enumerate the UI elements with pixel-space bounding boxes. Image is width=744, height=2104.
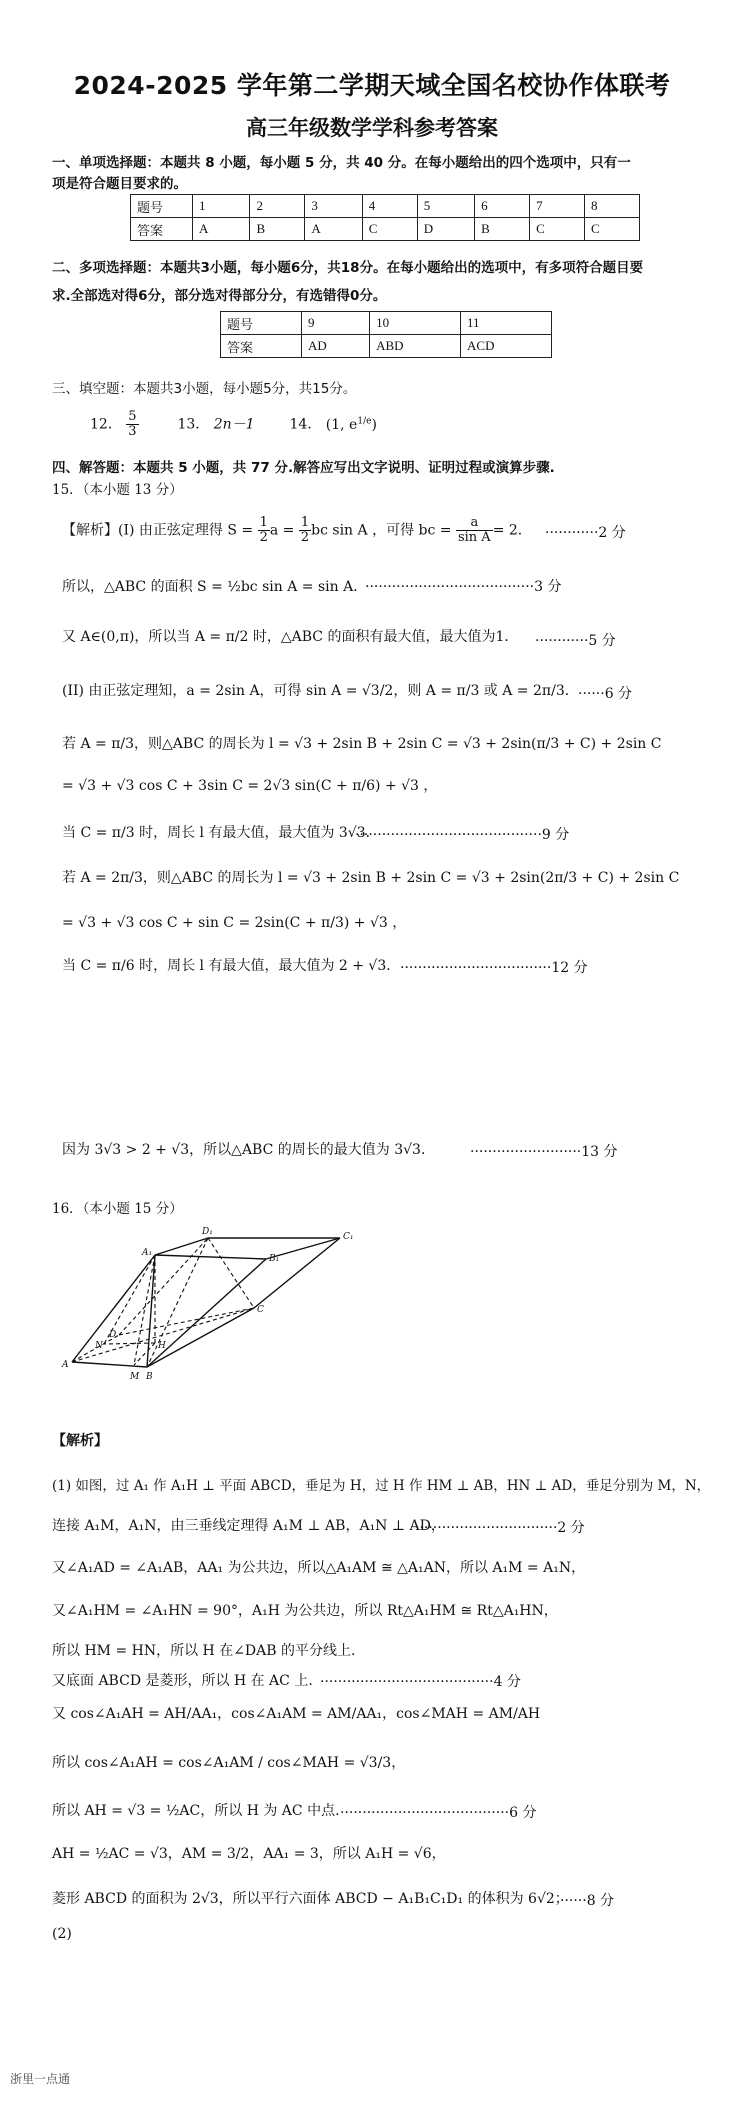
table-cell: 题号 [221, 312, 302, 335]
table-row [221, 335, 552, 358]
q16-line-1: (1) 如图，过 A₁ 作 A₁H ⊥ 平面 ABCD，垂足为 H，过 H 作 HM ⊥ AB，HN ⊥ AD，垂足分别为 M，N， [52, 1478, 711, 1494]
page-title: 2024-2025 学年第二学期天域全国名校协作体联考 [73, 71, 671, 100]
section1-heading: 一、单项选择题：本题共 8 小题，每小题 5 分，共 40 分。在每小题给出的四个选项中，只有一 [52, 155, 631, 171]
section4-heading: 四、解答题：本题共 5 小题，共 77 分.解答应写出文字说明、证明过程或演算步骤. [52, 460, 555, 476]
fill-blank-answers [90, 410, 377, 439]
label-C: C [257, 1305, 264, 1315]
q16-line-9: 所以 AH = √3 = ½AC，所以 H 为 AC 中点. [52, 1803, 340, 1819]
parallelepiped-figure [62, 1225, 352, 1395]
q16-line-7: 又 cos∠A₁AH = AH/AA₁，cos∠A₁AM = AM/AA₁，cos∠MAH = AM/AH [52, 1706, 541, 1722]
q16-line-2: 连接 A₁M，A₁N，由三垂线定理得 A₁M ⊥ AB，A₁N ⊥ AD， [52, 1518, 445, 1534]
label-B: B [146, 1372, 153, 1382]
section2-heading: 二、多项选择题：本题共3小题，每小题6分，共18分。在每小题给出的选项中，有多项符合题目要 [52, 260, 644, 276]
section2-heading-cont: 求.全部选对得6分，部分选对得部分分，有选错得0分。 [52, 288, 387, 304]
score-mark: ······6 分 [578, 686, 633, 702]
q16-line-8: 所以 cos∠A₁AH = cos∠A₁AM / cos∠MAH = √3/3， [52, 1755, 406, 1771]
label-D1: D₁ [202, 1227, 213, 1237]
q15-line-1: 【解析】(I) 由正弦定理得 S = $\frac{1}{2}$ a = $\frac{1}{2}$ bc sin A ，可得 bc = $\frac{a}{\text{sin A}}$ = 2． [62, 515, 532, 545]
label-C1: C₁ [343, 1232, 354, 1242]
q15-line-3: 又 A∈(0,π)，所以当 A = π/2 时，△ABC 的面积有最大值，最大值为1． [62, 629, 519, 645]
score-mark: ································2 分 [415, 1520, 585, 1536]
page-subtitle: 高三年级数学学科参考答案 [246, 116, 498, 140]
label-A: A [62, 1360, 69, 1370]
q16-line-10: AH = ½AC = √3，AM = 3/2，AA₁ = 3，所以 A₁H = √6， [52, 1846, 446, 1862]
q12-label: 12． [90, 416, 122, 433]
q15-line-9: = √3 + √3 cos C + sin C = 2sin(C + π/3) + √3 ， [62, 915, 407, 931]
table-cell: B [250, 218, 305, 241]
q15-line-8: 若 A = 2π/3，则△ABC 的周长为 l = √3 + 2sin B + 2sin C = √3 + 2sin(2π/3 + C) + 2sin C [62, 870, 680, 886]
table-cell: 答案 [131, 218, 193, 241]
edge-AB [72, 1362, 147, 1367]
table-cell: 题号 [131, 195, 193, 218]
edge-CC1 [254, 1238, 340, 1308]
table-cell: ACD [461, 335, 552, 358]
edge-AC [72, 1308, 254, 1362]
edge-A1M [134, 1255, 155, 1365]
table-cell: C [530, 218, 585, 241]
single-choice-answer-table [130, 194, 640, 241]
q16-line-4: 又∠A₁HM = ∠A₁HN = 90°，A₁H 为公共边，所以 Rt△A₁HM ≅ Rt△A₁HN， [52, 1603, 558, 1619]
score-mark: ············2 分 [545, 525, 626, 541]
q15-line-7: 当 C = π/3 时，周长 l 有最大值，最大值为 3√3． [62, 825, 380, 841]
edge-D1B [147, 1238, 208, 1367]
q13-answer: 2n－1 [213, 416, 255, 433]
q15-line-4: (II) 由正弦定理知，a = 2sin A，可得 sin A = √3/2，则 A = π/3 或 A = 2π/3． [62, 683, 579, 699]
table-cell: ABD [370, 335, 461, 358]
q15-title: 15．（本小题 13 分） [52, 482, 183, 498]
table-row [221, 312, 552, 335]
q15-line-5: 若 A = π/3，则△ABC 的周长为 l = √3 + 2sin B + 2sin C = √3 + 2sin(π/3 + C) + 2sin C [62, 736, 662, 752]
table-cell: C [362, 218, 417, 241]
edge-A1B1 [155, 1255, 266, 1259]
table-cell: 8 [585, 195, 640, 218]
q15-line-10: 当 C = π/6 时，周长 l 有最大值，最大值为 2 + √3． [62, 958, 401, 974]
score-mark: ······································3 分 [365, 579, 562, 595]
label-D: D [109, 1330, 117, 1340]
table-cell: 10 [370, 312, 461, 335]
watermark: 浙里一点通 [10, 2072, 71, 2086]
q16-title: 16．（本小题 15 分） [52, 1201, 183, 1217]
label-H: H [158, 1341, 166, 1351]
q16-line-3: 又∠A₁AD = ∠A₁AB，AA₁ 为公共边，所以△A₁AM ≅ △A₁AN，所以 A₁M = A₁N， [52, 1560, 586, 1576]
score-mark: ·························13 分 [470, 1144, 618, 1160]
score-mark: ··········································9 分 [355, 827, 570, 843]
score-mark: ······8 分 [560, 1893, 615, 1909]
q16-line-5: 所以 HM = HN，所以 H 在∠DAB 的平分线上. [52, 1643, 356, 1659]
label-M: M [130, 1372, 140, 1382]
table-cell: AD [302, 335, 370, 358]
score-mark: ··································12 分 [400, 960, 588, 976]
table-cell: 2 [250, 195, 305, 218]
table-cell: B [475, 218, 530, 241]
table-cell: 4 [362, 195, 417, 218]
table-cell: A [305, 218, 362, 241]
score-mark: ·······································4 分 [320, 1674, 521, 1690]
table-cell: 7 [530, 195, 585, 218]
multiple-choice-answer-table [220, 311, 552, 358]
table-cell: 11 [461, 312, 552, 335]
table-cell: 3 [305, 195, 362, 218]
q14-label: 14． [289, 416, 322, 433]
q13-label: 13． [177, 416, 210, 433]
score-mark: ············5 分 [535, 633, 616, 649]
table-cell: 5 [417, 195, 474, 218]
table-cell: C [585, 218, 640, 241]
table-cell: 6 [475, 195, 530, 218]
table-cell: 1 [193, 195, 250, 218]
section1-heading-cont: 项是符合题目要求的。 [52, 176, 187, 192]
q15-line-2: 所以，△ABC 的面积 S = ½bc sin A = sin A． [62, 579, 368, 595]
q16-jiexi: 【解析】 [52, 1433, 108, 1449]
edge-AA1 [72, 1255, 155, 1362]
q12-answer: $\frac{5}{3}$ [128, 409, 137, 439]
q14-answer: (1, $e^{1/e}$) [325, 415, 377, 433]
table-row [131, 195, 640, 218]
q16-line-6: 又底面 ABCD 是菱形，所以 H 在 AC 上. [52, 1673, 313, 1689]
table-cell: A [193, 218, 250, 241]
table-row [131, 218, 640, 241]
table-cell: 9 [302, 312, 370, 335]
label-A1: A₁ [142, 1248, 153, 1258]
q16-line-11: 菱形 ABCD 的面积为 2√3，所以平行六面体 ABCD − A₁B₁C₁D₁ 的体积为 6√2； [52, 1891, 569, 1907]
edge-BB1 [147, 1308, 254, 1367]
table-cell: D [417, 218, 474, 241]
label-B1: B₁ [269, 1254, 280, 1264]
score-mark: ······································6 分 [340, 1805, 537, 1821]
q15-line-6: = √3 + √3 cos C + 3sin C = 2√3 sin(C + π/6) + √3 ， [62, 778, 438, 794]
label-N: N [95, 1341, 103, 1351]
edge-D1C [208, 1238, 254, 1308]
table-cell: 答案 [221, 335, 302, 358]
section3-heading: 三、填空题：本题共3小题，每小题5分，共15分。 [52, 381, 357, 397]
q16-line-12: (2) [52, 1926, 72, 1942]
edge-HN [104, 1343, 155, 1344]
q15-line-11: 因为 3√3 > 2 + √3，所以△ABC 的周长的最大值为 3√3． [62, 1142, 435, 1158]
